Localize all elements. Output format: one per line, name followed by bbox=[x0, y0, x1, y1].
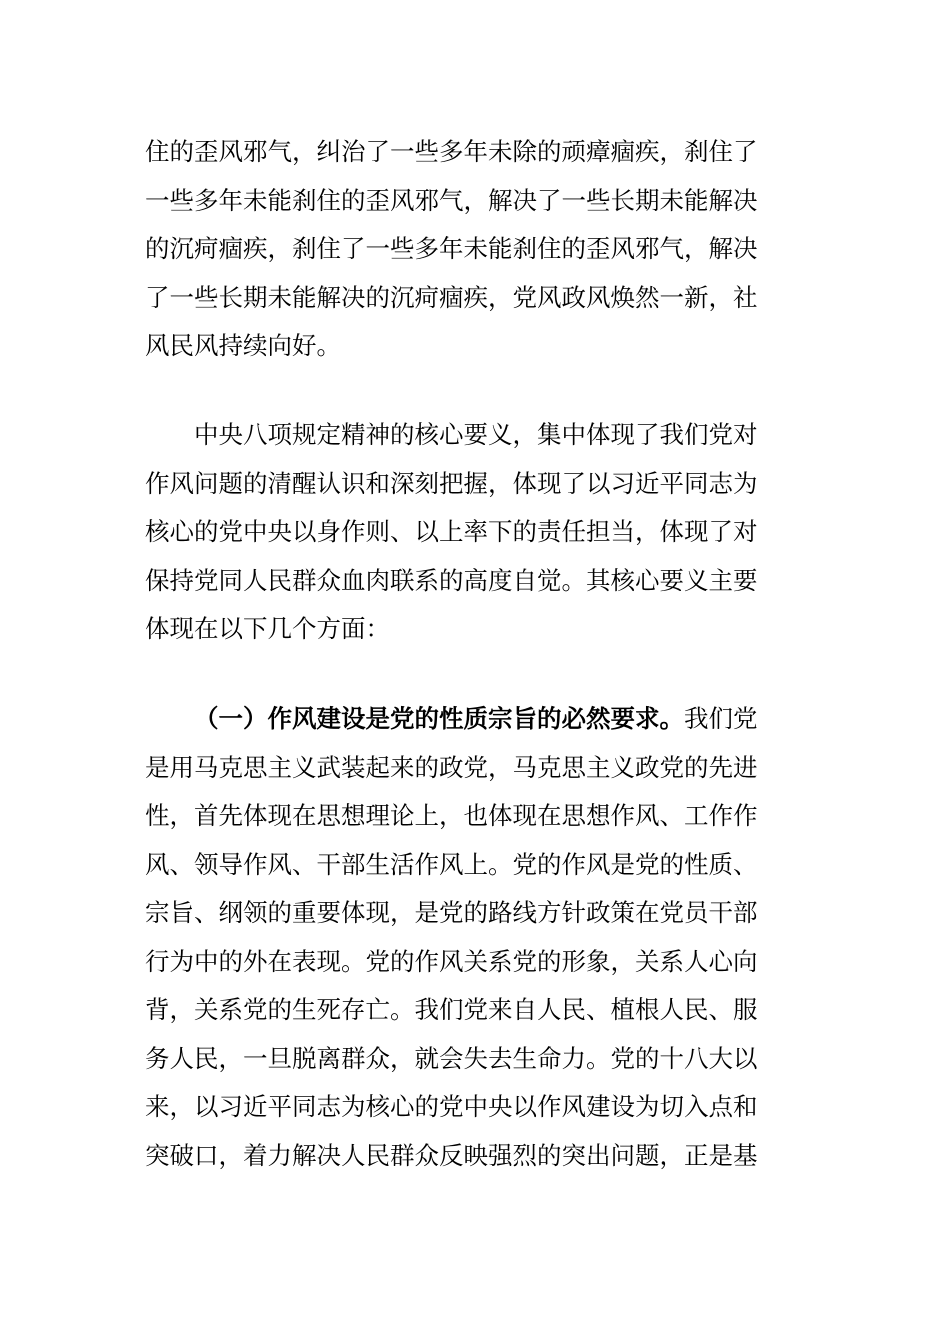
text-line: 来，以习近平同志为核心的党中央以作风建设为切入点和 bbox=[145, 1092, 758, 1121]
text-line: 保持党同人民群众血肉联系的高度自觉。其核心要义主要 bbox=[145, 565, 758, 595]
text-line: 行为中的外在表现。党的作风关系党的形象，关系人心向 bbox=[145, 946, 758, 976]
text-line: 中央八项规定精神的核心要义，集中体现了我们党对 bbox=[194, 420, 758, 449]
text-line: 风、领导作风、干部生活作风上。党的作风是党的性质、 bbox=[145, 849, 758, 879]
text-line: 作风问题的清醒认识和深刻把握，体现了以习近平同志为 bbox=[145, 468, 758, 498]
text-line: 了一些长期未能解决的沉疴痼疾，党风政风焕然一新，社 bbox=[145, 282, 758, 312]
text-line: 体现在以下几个方面： bbox=[145, 614, 390, 643]
text-line: 背，关系党的生死存亡。我们党来自人民、植根人民、服 bbox=[145, 995, 758, 1024]
paragraph-2 bbox=[145, 411, 790, 654]
paragraph-1 bbox=[145, 128, 790, 371]
text-line: 核心的党中央以身作则、以上率下的责任担当，体现了对 bbox=[145, 517, 758, 546]
text-line: 住的歪风邪气，纠治了一些多年未除的顽瘴痼疾，刹住了 bbox=[145, 137, 758, 166]
text-line bbox=[145, 695, 790, 744]
text-line: 宗旨、纲领的重要体现，是党的路线方针政策在党员干部 bbox=[145, 898, 758, 927]
heading-line-continuation: 我们党 bbox=[684, 704, 758, 733]
text-line: 是用马克思主义武装起来的政党，马克思主义政党的先进 bbox=[145, 752, 758, 782]
text-line: 一些多年未能刹住的歪风邪气，解决了一些长期未能解决 bbox=[145, 185, 758, 215]
text-line: 的沉疴痼疾，刹住了一些多年未能刹住的歪风邪气，解决 bbox=[145, 234, 758, 263]
text-line: 突破口，着力解决人民群众反映强烈的突出问题，正是基 bbox=[145, 1140, 758, 1170]
text-line: 风民风持续向好。 bbox=[145, 331, 341, 360]
section-heading: （一）作风建设是党的性质宗旨的必然要求。 bbox=[194, 704, 684, 733]
paragraph-3 bbox=[145, 695, 790, 1180]
text-line: 性，首先体现在思想理论上，也体现在思想作风、工作作 bbox=[145, 801, 758, 830]
text-line: 务人民，一旦脱离群众，就会失去生命力。党的十八大以 bbox=[145, 1043, 758, 1073]
